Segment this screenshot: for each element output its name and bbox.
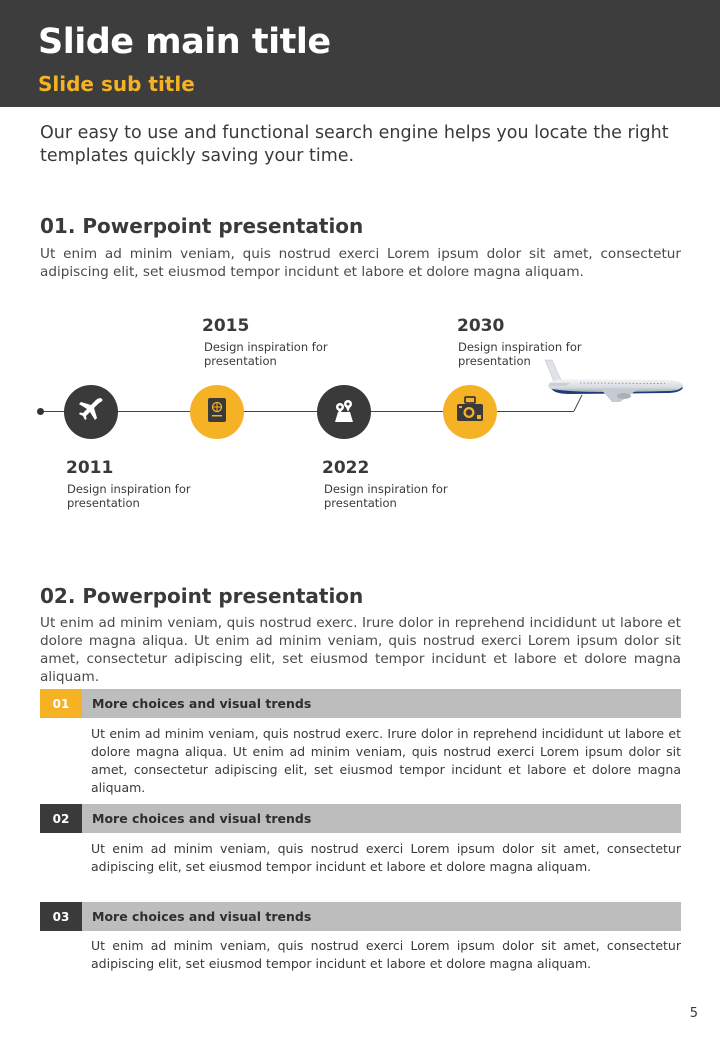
timeline-year: 2030 <box>457 316 505 336</box>
timeline-desc: Design inspiration for presentation <box>458 340 582 368</box>
passport-icon <box>205 396 229 428</box>
header-bar <box>0 0 720 107</box>
section-2-text: Ut enim ad minim veniam, quis nostrud exerc. Irure dolor in reprehend incididunt ut labore et dolore magna aliqua. Ut enim ad minim veniam, quis nostrud exerci Lorem ipsum dolor sit amet, consectetur adipiscing elit, set eiusmod tempor incidunt et labore et dolore magna aliquam. <box>40 615 681 685</box>
list-item-header <box>40 689 681 718</box>
page-number: 5 <box>689 1006 698 1021</box>
list-item-number: 01 <box>40 689 82 718</box>
airplane-icon <box>75 394 107 430</box>
list-item-text: Ut enim ad minim veniam, quis nostrud exerci Lorem ipsum dolor sit amet, consectetur adipiscing elit, set eiusmod tempor incidunt et labore et dolore magna aliquam. <box>91 841 681 874</box>
list-item-title: More choices and visual trends <box>92 909 312 924</box>
list-item-title: More choices and visual trends <box>92 811 312 826</box>
intro-text: Our easy to use and functional search engine helps you locate the right templates quickly saving your time. <box>40 123 669 166</box>
list-item-header <box>40 902 681 931</box>
timeline-node-2011 <box>64 385 118 439</box>
page-title: Slide main title <box>38 22 331 62</box>
timeline-node-2015 <box>190 385 244 439</box>
timeline-desc: Design inspiration for presentation <box>67 482 191 510</box>
map-pins-icon <box>329 395 359 429</box>
list-item-title: More choices and visual trends <box>92 696 312 711</box>
list-item-number: 02 <box>40 804 82 833</box>
timeline-year: 2022 <box>322 458 370 478</box>
timeline-year: 2015 <box>202 316 250 336</box>
page-subtitle: Slide sub title <box>38 72 195 96</box>
timeline-node-2030 <box>443 385 497 439</box>
timeline-desc: Design inspiration for presentation <box>204 340 328 368</box>
timeline-desc: Design inspiration for presentation <box>324 482 448 510</box>
list-item-text: Ut enim ad minim veniam, quis nostrud exerci Lorem ipsum dolor sit amet, consectetur adipiscing elit, set eiusmod tempor incidunt et labore et dolore magna aliquam. <box>91 938 681 971</box>
section-1-text: Ut enim ad minim veniam, quis nostrud exerci Lorem ipsum dolor sit amet, consectetur adipiscing elit, set eiusmod tempor incidunt et labore et dolore magna aliquam. <box>40 246 681 280</box>
airplane-image <box>540 358 685 408</box>
camera-icon <box>454 395 486 429</box>
list-item-number: 03 <box>40 902 82 931</box>
timeline-year: 2011 <box>66 458 114 478</box>
section-1-title: 01. Powerpoint presentation <box>40 214 364 238</box>
section-2-title: 02. Powerpoint presentation <box>40 584 364 608</box>
list-item-text: Ut enim ad minim veniam, quis nostrud exerc. Irure dolor in reprehend incididunt ut labore et dolore magna aliqua. Ut enim ad minim veniam, quis nostrud exerci Lorem ipsum dolor sit amet, consectetur adipiscing elit, set eiusmod tempor incidunt et labore et dolore magna aliquam. <box>91 726 681 795</box>
timeline-node-2022 <box>317 385 371 439</box>
list-item-header <box>40 804 681 833</box>
timeline-start-dot <box>37 408 44 415</box>
